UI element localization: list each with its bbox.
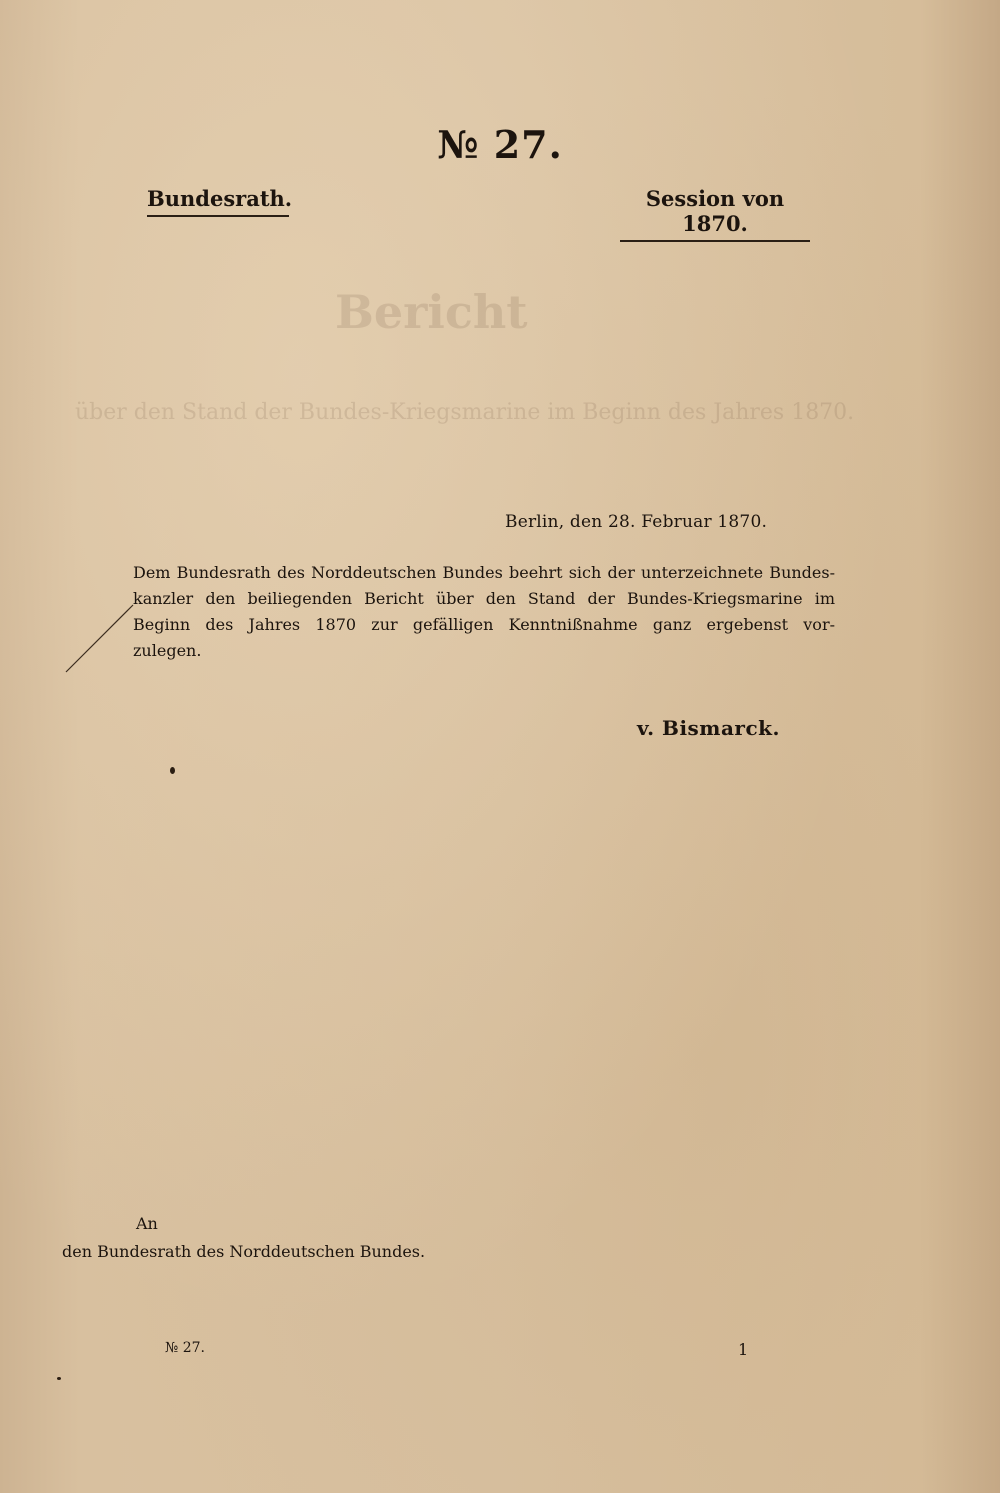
dateline: Berlin, den 28. Februar 1870. <box>505 512 768 532</box>
addressee-block <box>62 1210 425 1266</box>
body-line: Beginn des Jahres 1870 zur gefälligen Kenntnißnahme ganz ergebenst vor- <box>133 615 835 634</box>
body-line: kanzler den beiliegenden Bericht über den Stand der Bundes-Kriegsmarine im <box>133 589 835 608</box>
document-number: № 27. <box>437 122 563 167</box>
header-session: Session von 1870. <box>620 186 810 242</box>
bleed-through-text: über den Stand der Bundes-Kriegsmarine im Beginn des Jahres 1870. <box>75 400 855 425</box>
ink-speck <box>170 767 175 774</box>
document-number-heading <box>0 122 1000 167</box>
body-line: zulegen. <box>133 641 202 660</box>
bleed-through-text: Bericht <box>335 285 528 339</box>
signature: v. Bismarck. <box>637 716 780 740</box>
body-line: Dem Bundesrath des Norddeutschen Bundes beehrt sich der unterzeichnete Bundes- <box>133 563 835 582</box>
letter-body <box>133 560 835 664</box>
header-bundesrath: Bundesrath. <box>147 186 289 217</box>
footer-document-number: № 27. <box>165 1340 205 1356</box>
addressee-to: An <box>136 1214 158 1233</box>
ink-speck <box>57 1377 61 1380</box>
addressee-recipient: den Bundesrath des Norddeutschen Bundes. <box>62 1242 426 1261</box>
page-number: 1 <box>738 1340 749 1359</box>
